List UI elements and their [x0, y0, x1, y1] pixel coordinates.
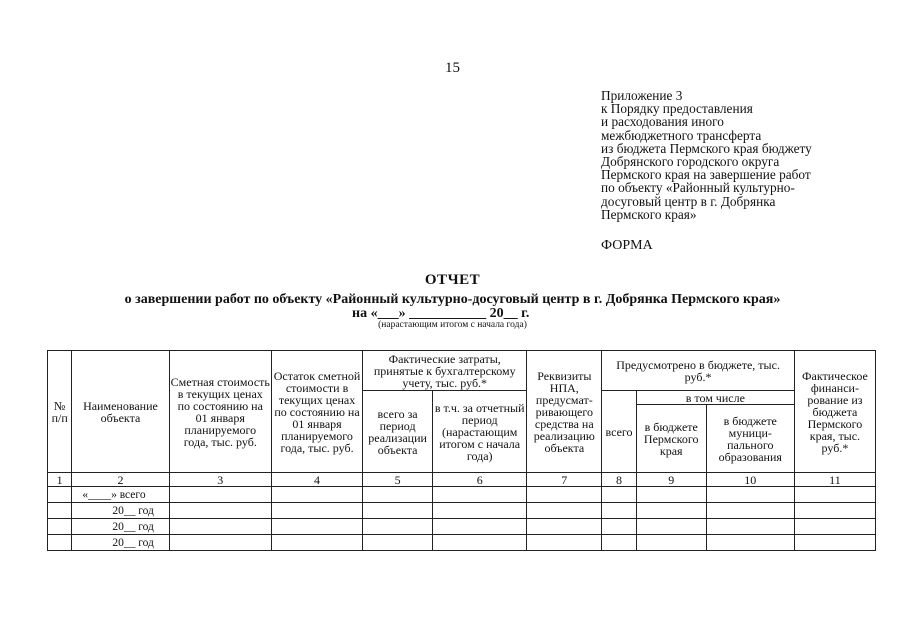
table-cell — [271, 503, 362, 519]
table-cell — [48, 535, 72, 551]
table-cell — [169, 535, 271, 551]
table-cell — [794, 503, 875, 519]
appendix-line: Пермского края на завершение работ — [601, 167, 811, 183]
table-cell — [363, 535, 433, 551]
column-number-row — [48, 473, 876, 487]
table-cell — [363, 503, 433, 519]
report-subtitle: о завершении работ по объекту «Районный культурно-досуговый центр в г. Добрянка Пермского края» — [124, 292, 781, 307]
table-row — [48, 503, 876, 519]
table-cell — [636, 535, 706, 551]
report-table — [47, 350, 876, 551]
column-number: 1 — [48, 473, 72, 487]
table-cell — [602, 487, 636, 503]
table-cell — [433, 535, 527, 551]
appendix-line: Пермского края» — [601, 206, 697, 222]
row-label: «____» всего — [72, 487, 169, 503]
appendix-line: досуговый центр в г. Добрянка — [601, 193, 776, 209]
header-including: в том числе — [636, 391, 794, 405]
appendix-line: по объекту «Районный культурно- — [601, 180, 795, 196]
table-cell — [527, 487, 602, 503]
report-date-line: на «___» ___________ 20__ г. — [352, 306, 530, 321]
table-cell — [794, 535, 875, 551]
table-cell — [794, 487, 875, 503]
table-cell — [602, 503, 636, 519]
row-label: 20__ год — [72, 503, 169, 519]
form-label: ФОРМА — [601, 238, 653, 253]
table-cell — [706, 503, 794, 519]
appendix-line: Добрянского городского округа — [601, 154, 780, 170]
table-cell — [706, 535, 794, 551]
table-cell — [527, 535, 602, 551]
column-number: 9 — [636, 473, 706, 487]
column-number: 10 — [706, 473, 794, 487]
header-budget-municipal: в бюджете муници-пального образования — [706, 405, 794, 473]
table-cell — [527, 519, 602, 535]
table-cell — [636, 503, 706, 519]
table-cell — [794, 519, 875, 535]
column-number: 11 — [794, 473, 875, 487]
table-cell — [48, 503, 72, 519]
column-number: 5 — [363, 473, 433, 487]
header-actual-total: всего за период реализации объекта — [363, 391, 433, 473]
table-cell — [271, 487, 362, 503]
header-estimated-cost: Сметная стоимость в текущих ценах по состоянию на 01 января планируемого года, тыс. руб. — [169, 351, 271, 473]
header-budget-region: в бюджете Пермского края — [636, 405, 706, 473]
table-cell — [48, 487, 72, 503]
appendix-line: межбюджетного трансферта — [601, 127, 762, 143]
header-npa: Реквизиты НПА, предусмат-ривающего средства на реализацию объекта — [527, 351, 602, 473]
row-label: 20__ год — [72, 519, 169, 535]
table-cell — [602, 519, 636, 535]
page-number: 15 — [445, 60, 460, 76]
column-number: 2 — [72, 473, 169, 487]
header-actual-period: в т.ч. за отчетный период (нарастающим итогом с начала года) — [433, 391, 527, 473]
table-cell — [169, 487, 271, 503]
table-cell — [169, 519, 271, 535]
table-cell — [527, 503, 602, 519]
header-budget-planned: Предусмотрено в бюджете, тыс. руб.* — [602, 351, 795, 391]
table-cell — [433, 519, 527, 535]
row-label: 20__ год — [72, 535, 169, 551]
table-cell — [433, 487, 527, 503]
appendix-line: к Порядку предоставления — [601, 101, 753, 117]
table-cell — [636, 487, 706, 503]
header-object-name: Наименование объекта — [72, 351, 169, 473]
table-cell — [271, 519, 362, 535]
table-cell — [48, 519, 72, 535]
column-number: 6 — [433, 473, 527, 487]
header-remaining-cost: Остаток сметной стоимости в текущих ценах по состоянию на 01 января планируемого года, тыс. руб. — [271, 351, 362, 473]
appendix-line: Приложение 3 — [601, 88, 683, 103]
header-num: № п/п — [48, 351, 72, 473]
column-number: 8 — [602, 473, 636, 487]
column-number: 7 — [527, 473, 602, 487]
table-row — [48, 519, 876, 535]
appendix-line: и расходования иного — [601, 114, 724, 130]
appendix-block — [601, 89, 871, 221]
header-budget-total: всего — [602, 391, 636, 473]
table-cell — [169, 503, 271, 519]
table-cell — [363, 487, 433, 503]
report-title: ОТЧЕТ — [424, 272, 481, 288]
header-actual-financing: Фактическое финанси-рование из бюджета Пермского края, тыс. руб.* — [794, 351, 875, 473]
table-row — [48, 535, 876, 551]
table-cell — [433, 503, 527, 519]
table-cell — [706, 487, 794, 503]
report-note: (нарастающим итогом с начала года) — [378, 320, 527, 330]
table-cell — [706, 519, 794, 535]
table-cell — [636, 519, 706, 535]
column-number: 4 — [271, 473, 362, 487]
column-number: 3 — [169, 473, 271, 487]
table-cell — [602, 535, 636, 551]
header-actual-costs: Фактические затраты, принятые к бухгалтерскому учету, тыс. руб.* — [363, 351, 527, 391]
table-cell — [271, 535, 362, 551]
appendix-line: из бюджета Пермского края бюджету — [601, 140, 812, 156]
table-cell — [363, 519, 433, 535]
table-row — [48, 487, 876, 503]
